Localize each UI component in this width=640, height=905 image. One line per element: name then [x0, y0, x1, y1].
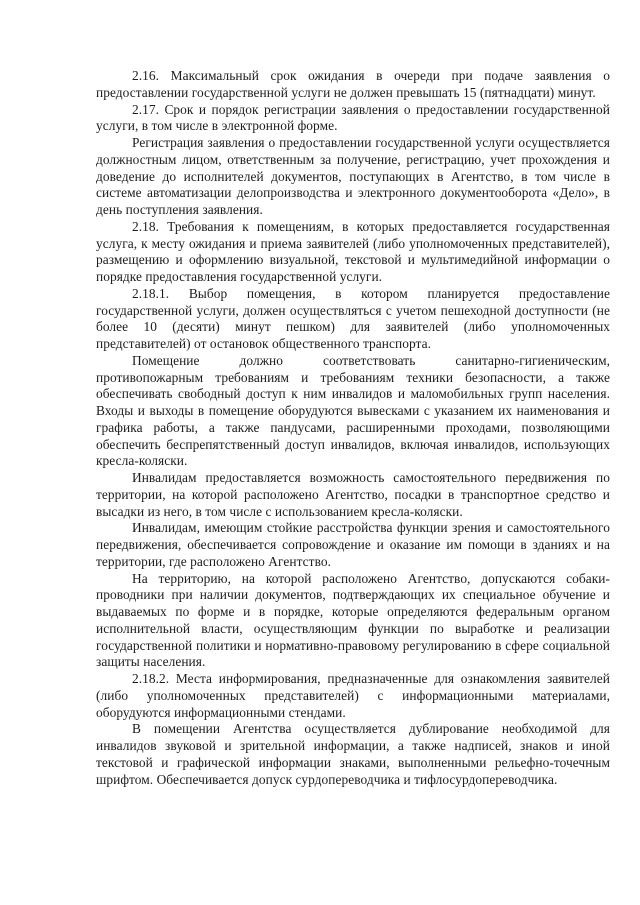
paragraph-2-16: 2.16. Максимальный срок ожидания в очереди при подаче заявления о предоставлении государственной услуги не должен превышать 15 (пятнадцати) минут. — [96, 68, 610, 100]
paragraph-2-18: 2.18. Требования к помещениям, в которых предоставляется государственная услуга, к месту ожидания и приема заявителей (либо уполномоченных представителей), размещению и оформлению визуальной, текстовой и мультимедийной информации о порядке предоставления государственной услуги. — [96, 218, 610, 284]
paragraph-2-18-1: 2.18.1. Выбор помещения, в котором планируется предоставление государственной услуги, должен осуществляться с учетом пешеходной доступности (не более 10 (десяти) минут пешком) для заявителей (либо уполномоченных представителей) от остановок общественного транспорта. — [96, 285, 610, 351]
paragraph-2-18-2: 2.18.2. Места информирования, предназначенные для ознакомления заявителей (либо уполномоченных представителей) с информационными материалами, оборудуются информационными стендами. — [96, 671, 610, 720]
paragraph-2-17: 2.17. Срок и порядок регистрации заявления о предоставлении государственной услуги, в том числе в электронной форме. — [96, 101, 610, 134]
paragraph-disabled-assistance: Инвалидам, имеющим стойкие расстройства функции зрения и самостоятельного передвижения, обеспечивается сопровождение и оказание им помощи в зданиях и на территории, где расположено Агентство. — [96, 520, 610, 569]
paragraph-premises-requirements: Помещение должно соответствовать санитарно-гигиеническим, противопожарным требованиям и требованиям техники безопасности, а также обеспечивать свободный доступ к ним инвалидов и маломобильных групп населения. Входы и выходы в помещение оборудуются вывесками с указанием их наименования и графика работы, а также пандусами, расширенными проходами, позволяющими обеспечить беспрепятственный доступ инвалидов, включая инвалидов, использующих кресла-коляски. — [96, 352, 610, 469]
paragraph-registration: Регистрация заявления о предоставлении государственной услуги осуществляется должностным лицом, ответственным за получение, регистрацию, учет прохождения и доведение до исполнителей документов, поступающих в Агентство, в том числе в системе автоматизации делопроизводства и электронного документооборота «Дело», в день поступления заявления. — [96, 135, 610, 217]
paragraph-disabled-movement: Инвалидам предоставляется возможность самостоятельного передвижения по территории, на которой расположено Агентство, посадки в транспортное средство и высадки из него, в том числе с использованием кресла-коляски. — [96, 470, 610, 519]
paragraph-information-duplication: В помещении Агентства осуществляется дублирование необходимой для инвалидов звуковой и зрительной информации, а также надписей, знаков и иной текстовой и графической информации знаками, выполненными рельефно-точечным шрифтом. Обеспечивается допуск сурдопереводчика и тифлосурдопереводчика. — [96, 721, 610, 787]
paragraph-guide-dogs: На территорию, на которой расположено Агентство, допускаются собаки-проводники при наличии документов, подтверждающих их специальное обучение и выдаваемых по форме и в порядке, которые определяются федеральным органом исполнительной власти, осуществляющим функции по выработке и реализации государственной политики и нормативно-правовому регулированию в сфере социальной защиты населения. — [96, 570, 610, 670]
